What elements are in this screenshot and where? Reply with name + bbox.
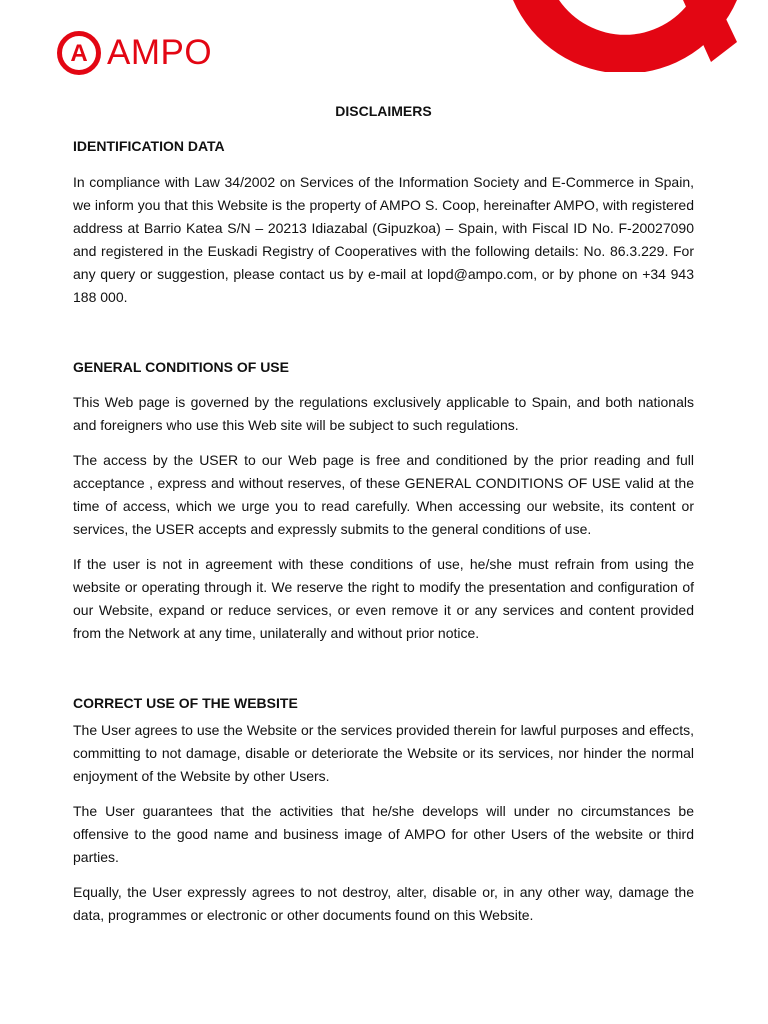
paragraph: Equally, the User expressly agrees to not destroy, alter, disable or, in any other way, damage the data, programmes or electronic or other documents found on this Website. xyxy=(73,884,694,923)
paragraph: The access by the USER to our Web page is free and conditioned by the prior reading and full acceptance , express and without reserves, of these GENERAL CONDITIONS OF USE valid at the time of access, which we urge you to read carefully. When accessing our website, its content or services, the USER accepts and expressly submits to the general conditions of use. xyxy=(73,452,694,537)
document-body xyxy=(73,100,694,927)
section-heading: IDENTIFICATION DATA xyxy=(73,138,225,154)
paragraph: The User agrees to use the Website or the services provided therein for lawful purposes and effects, committing to not damage, disable or deteriorate the Website or its services, nor hinder the normal enjoyment of the Website by other Users. xyxy=(73,722,694,784)
section-heading: CORRECT USE OF THE WEBSITE xyxy=(73,695,298,711)
paragraph: The User guarantees that the activities that he/she develops will under no circumstances be offensive to the good name and business image of AMPO for other Users of the website or third parties. xyxy=(73,803,694,865)
document-title: DISCLAIMERS xyxy=(335,103,432,119)
section-heading: GENERAL CONDITIONS OF USE xyxy=(73,359,289,375)
section-general-conditions xyxy=(73,356,694,645)
paragraph: This Web page is governed by the regulations exclusively applicable to Spain, and both nationals and foreigners who use this Web site will be subject to such regulations. xyxy=(73,394,694,433)
ampo-logo xyxy=(56,30,212,76)
ampo-logo-text: AMPO xyxy=(107,33,213,72)
section-identification-data xyxy=(73,135,694,309)
section-correct-use xyxy=(73,692,694,927)
ampo-logo-letter: A xyxy=(70,40,88,67)
decorative-arc xyxy=(505,0,768,72)
paragraph: If the user is not in agreement with these conditions of use, he/she must refrain from using the website or operating through it. We reserve the right to modify the presentation and configuration of our Website, expand or reduce services, or even remove it or any services and content provided from the Network at any time, unilaterally and without prior notice. xyxy=(73,556,694,641)
paragraph: In compliance with Law 34/2002 on Services of the Information Society and E-Commerce in Spain, we inform you that this Website is the property of AMPO S. Coop, hereinafter AMPO, with registered address at Barrio Katea S/N – 20213 Idiazabal (Gipuzkoa) – Spain, with Fiscal ID No. F-20027090 and registered in the Euskadi Registry of Cooperatives with the following details: No. 86.3.229. For any query or suggestion, please contact us by e-mail at lopd@ampo.com, or by phone on +34 943 188 000. xyxy=(73,174,694,305)
ampo-logo-mark xyxy=(56,30,102,76)
